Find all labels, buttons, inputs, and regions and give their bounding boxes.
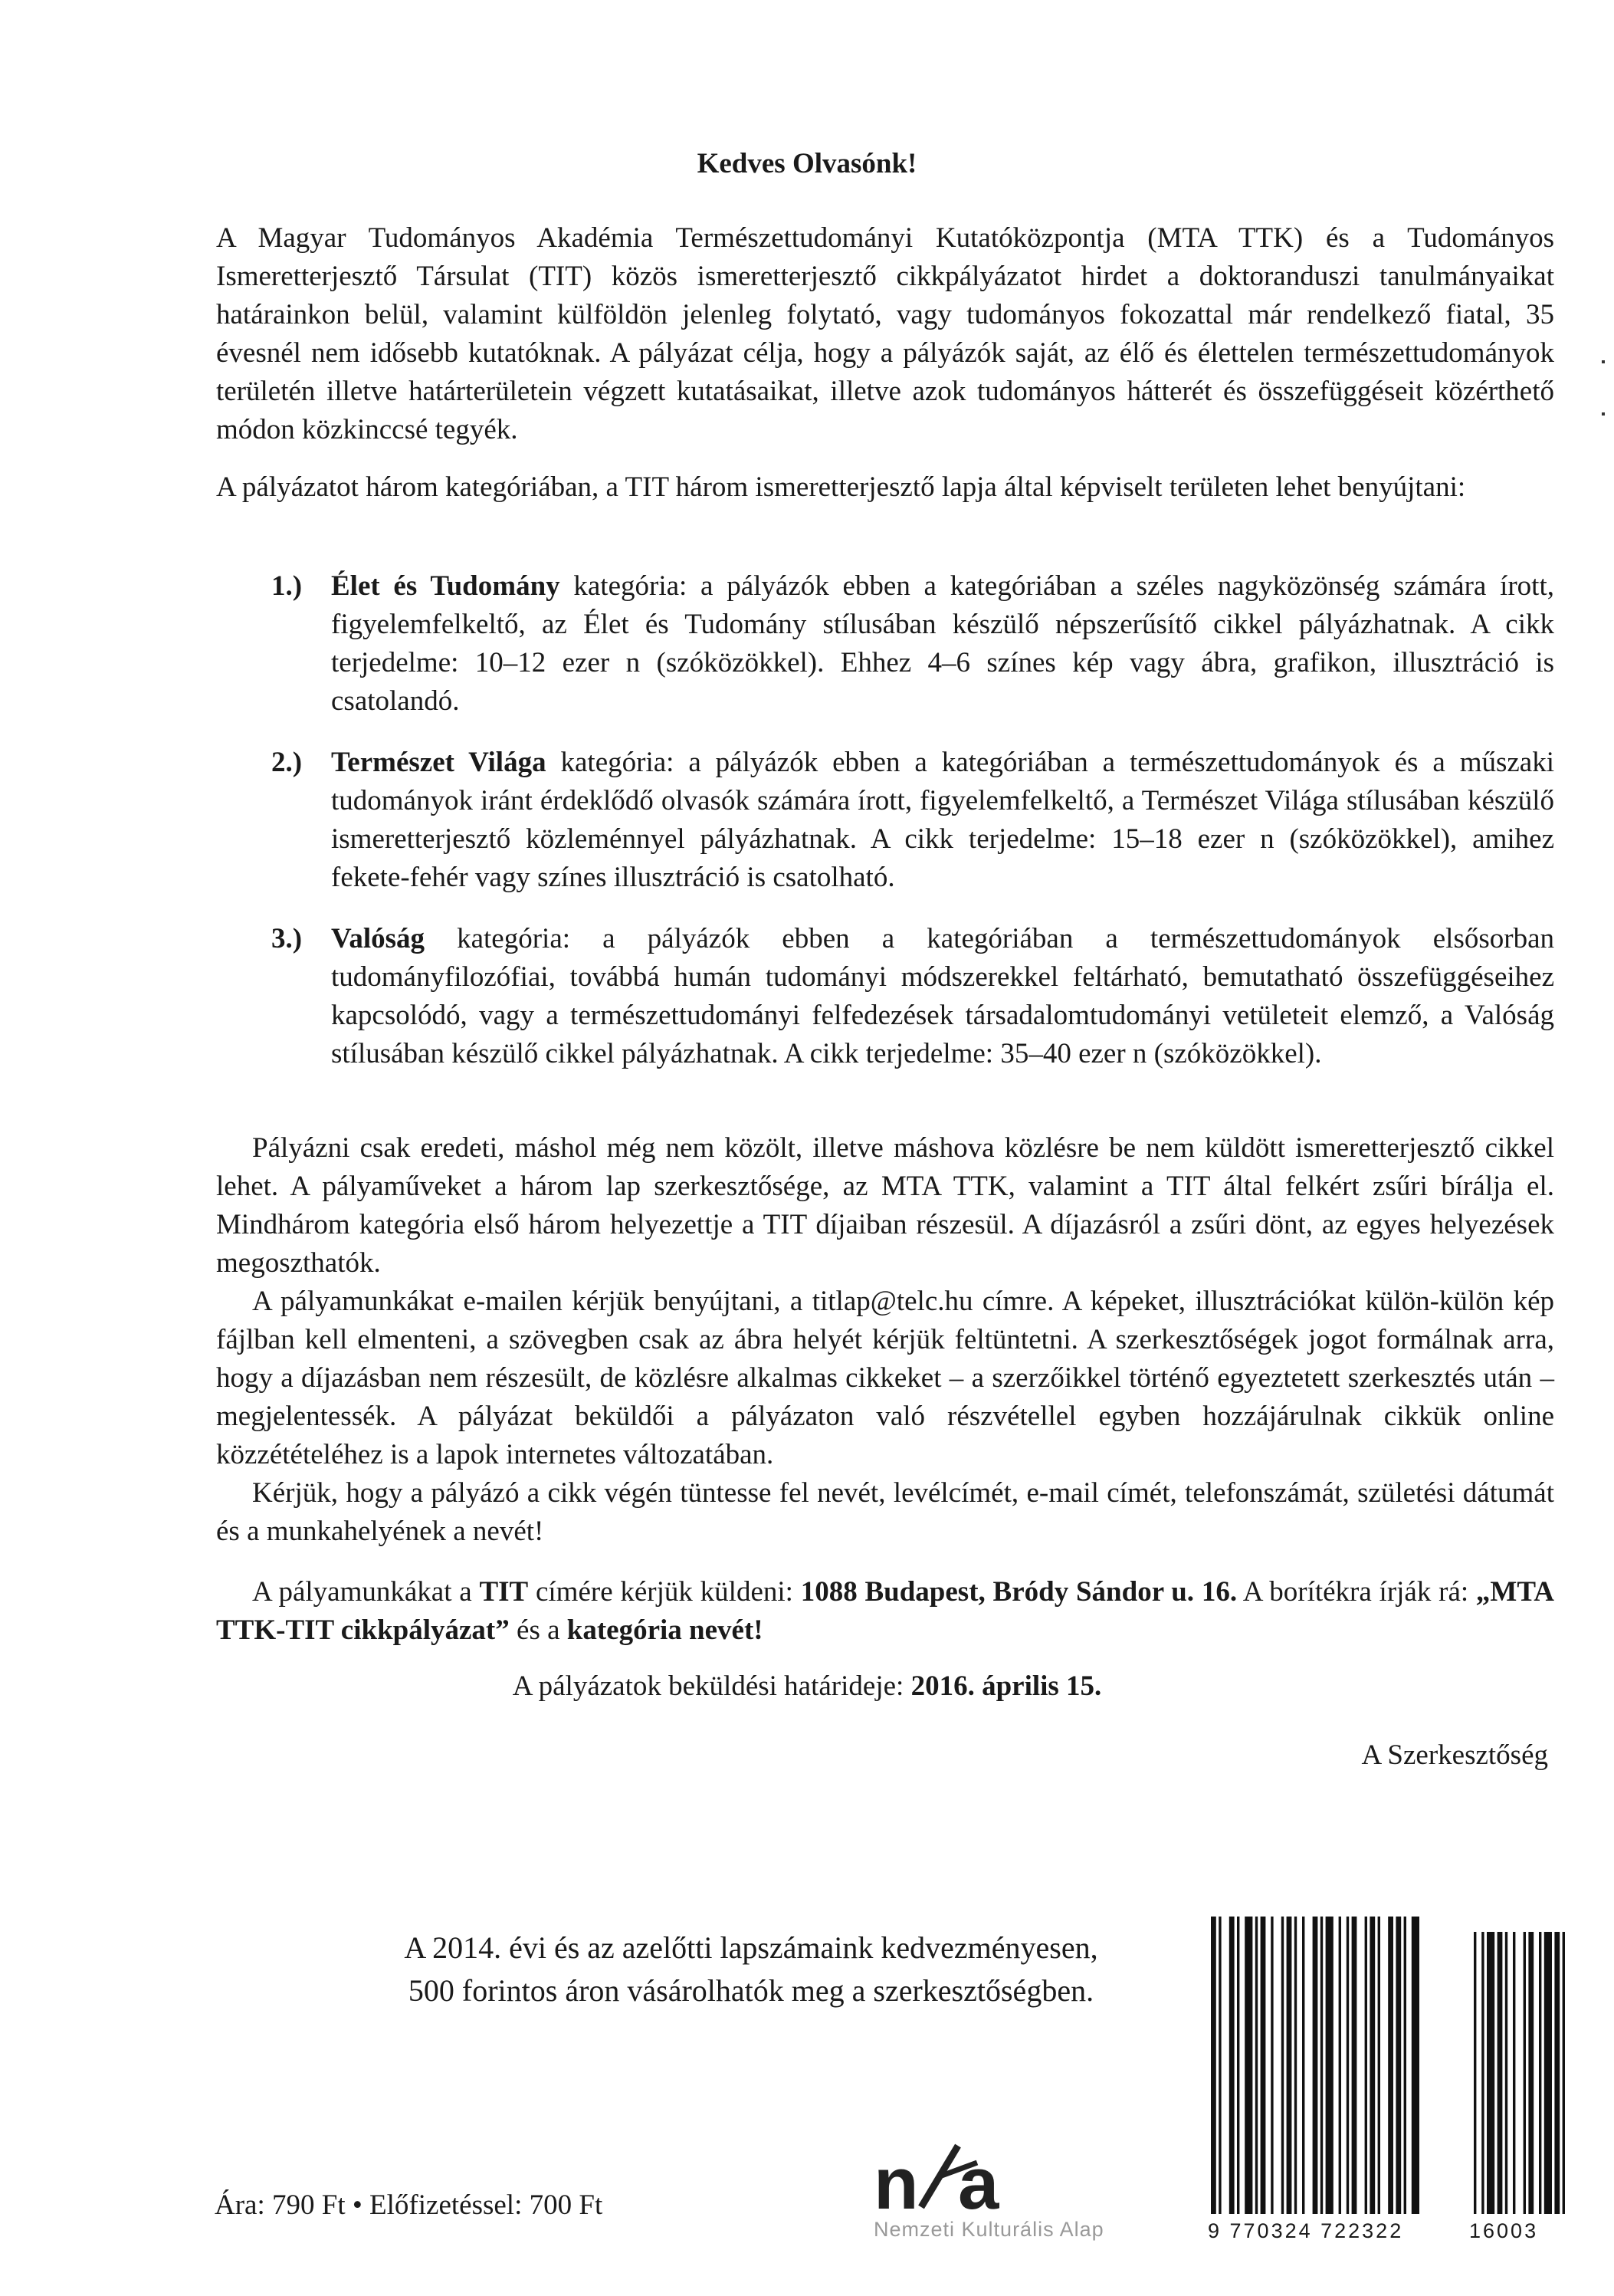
item-text: kategória: a pályázók ebben a kategóriában a széles nagyközönség számára írott, figyelemfelkeltő, az Élet és Tudomány stílusában készülő népszerűsítő cikkel pályázhatnak. A cikk terjedelme: 10–12 ezer n (szóközökkel). Ehhez 4–6 színes kép vagy ábra, grafikon, illusztráció is csatolandó. (331, 570, 1554, 717)
category-item (271, 567, 1554, 721)
barcode-addon-bar (1554, 1932, 1560, 2214)
address-paragraph: A pályamunkákat a TIT címére kérjük küldeni: 1088 Budapest, Bródy Sándor u. 16. A borítékra írják rá: „MTA TTK-TIT cikkpályázat” és a kategória nevét! (216, 1576, 1554, 1646)
barcode-bar (1261, 1917, 1266, 2214)
deadline-line: A pályázatok beküldési határideje: 2016. április 15. (512, 1670, 1102, 1702)
nka-logo-icon (866, 2140, 1142, 2216)
barcode-bar (1404, 1917, 1406, 2214)
intro-paragraph: A Magyar Tudományos Akadémia Természettudományi Kutatóközpontja (MTA TTK) és a Tudományos Ismeretterjesztő Társulat (TIT) közös ismeretterjesztő cikkpályázatot hirdet a doktoranduszi tanulmányaikat határainkon belül, valamint külföldön jelenleg folytató, vagy tudományos fokozattal már rendelkező fiatal, 35 évesnél nem idősebb kutatóknak. A pályázat célja, hogy a pályázók saját, az élő és élettelen természettudományok területén illetve határterületein végzett kutatásaikat, illetve azok tudományos hátterét és összefüggéseit közérthető módon közkinccsé tegyék. (216, 222, 1554, 445)
back-issues-notice: A 2014. évi és az azelőtti lapszámaink kedvezményesen, 500 forintos áron vásárolhatók meg a szerkesztőségben. (404, 1930, 1098, 2008)
edge-mark (1602, 360, 1605, 363)
barcode-bar (1294, 1917, 1297, 2214)
barcode-bar (1255, 1917, 1258, 2214)
barcode-bar (1302, 1917, 1304, 2214)
item-name: Valóság (331, 923, 425, 954)
rules-paragraph: Pályázni csak eredeti, máshol még nem közölt, illetve máshova közlésre be nem küldött ismeretterjesztő cikkel lehet. A pályaműveket a három lap szerkesztősége, az MTA TTK, valamint a TIT által felkért zsűri bírálja el. Mindhárom kategória első három helyezettje a TIT díjaiban részesül. A díjazásról a zsűri dönt, az egyes helyezések megoszthatók. (216, 1132, 1554, 1279)
barcode-addon-bar (1513, 1932, 1515, 2214)
barcode-bar (1378, 1917, 1380, 2214)
signature: A Szerkesztőség (1361, 1739, 1548, 1771)
barcode-bar (1320, 1917, 1323, 2214)
barcode-addon-bar (1528, 1932, 1534, 2214)
barcode-bar (1281, 1917, 1284, 2214)
barcode-addon-bar (1481, 1932, 1484, 2214)
page-title: Kedves Olvasónk! (697, 148, 917, 179)
barcode-bar (1237, 1917, 1239, 2214)
submission-paragraph: A pályamunkákat e-mailen kérjük benyújtani, a titlap@telc.hu címre. A képeket, illusztrációkat külön-külön kép fájlban kell elmenteni, a szövegben csak az ábra helyét kérjük feltüntetni. A szerkesztőségek jogot formálnak arra, hogy a díjazásban nem részesült, de közlésre alkalmas cikkeket – a szerzőikkel történő egyeztetett szerkesztés után – megjelentessék. A pályázat beküldői a pályázaton való részvétellel egyben hozzájárulnak cikkük online közzétételéhez is a lapok internetes változatában. (216, 1286, 1554, 1470)
barcode-icon (1209, 1917, 1566, 2223)
barcode-bar (1211, 1917, 1216, 2214)
item-text: kategória: a pályázók ebben a kategóriában a természettudományok és a műszaki tudományok iránt érdeklődő olvasók számára írott, figyelemfelkeltő, a Természet Világa stílusában készülő ismeretterjesztő közleménnyel pályázhatnak. A cikk terjedelme: 15–18 ezer n (szóközökkel), amihez fekete-fehér vagy színes illusztráció is csatolható. (331, 747, 1554, 893)
categories-intro: A pályázatot három kategóriában, a TIT három ismeretterjesztő lapja által képviselt területen lehet benyújtani: (216, 471, 1466, 503)
barcode-bar (1271, 1917, 1273, 2214)
barcode-addon-bar (1487, 1932, 1494, 2214)
item-number: 2.) (271, 747, 303, 778)
barcode-bar (1370, 1917, 1375, 2214)
barcode-bar (1339, 1917, 1341, 2214)
barcode-bar (1388, 1917, 1393, 2214)
edge-mark (1602, 412, 1605, 416)
barcode-addon-bar (1505, 1932, 1507, 2214)
barcode-addon-bar (1498, 1932, 1503, 2214)
price-line: Ára: 790 Ft • Előfizetéssel: 700 Ft (215, 2189, 603, 2221)
barcode-bar (1219, 1917, 1221, 2214)
barcode-bar (1326, 1917, 1334, 2214)
barcode-addon-bar (1563, 1932, 1565, 2214)
barcode-bar (1365, 1917, 1367, 2214)
postal-address: 1088 Budapest, Bródy Sándor u. 16. (800, 1576, 1238, 1608)
barcode-addon-number: 16003 (1469, 2219, 1539, 2242)
barcode-addon-bar (1474, 1932, 1476, 2214)
barcode-bar (1313, 1917, 1318, 2214)
svg-text:a: a (958, 2143, 999, 2216)
barcode-bar (1229, 1917, 1235, 2214)
barcode-bar (1396, 1917, 1401, 2214)
item-number: 3.) (271, 923, 303, 954)
category-item (271, 920, 1554, 1073)
deadline-date: 2016. április 15. (910, 1670, 1102, 1702)
item-name: Természet Világa (331, 747, 546, 778)
contact-paragraph: Kérjük, hogy a pályázó a cikk végén tüntesse fel nevét, levélcímét, e-mail címét, telefonszámát, születési dátumát és a munkahelyének a nevét! (216, 1477, 1554, 1547)
barcode-bar (1352, 1917, 1357, 2214)
category-item (271, 744, 1554, 897)
barcode-bar (1412, 1917, 1419, 2214)
barcode-bar (1347, 1917, 1349, 2214)
barcode-bar (1287, 1917, 1292, 2214)
nka-logo-letters: n (874, 2143, 919, 2216)
barcode-bar (1245, 1917, 1252, 2214)
barcode-number: 9 770324 722322 (1208, 2219, 1404, 2242)
nka-caption: Nemzeti Kulturális Alap (874, 2218, 1104, 2241)
item-name: Élet és Tudomány (331, 570, 560, 602)
item-number: 1.) (271, 570, 303, 602)
barcode-addon-bar (1524, 1932, 1526, 2214)
item-text: kategória: a pályázók ebben a kategóriában a természettudományok elsősorban tudományfilozófiai, továbbá humán tudományi módszerekkel feltárható, bemutatható összefüggéseihez kapcsolódó, vagy a természettudományi felfedezések társadalomtudományi vetületeit elemző, a Valóság stílusában készülő cikkel pályázhatnak. A cikk terjedelme: 35–40 ezer n (szóközökkel). (331, 923, 1554, 1069)
barcode-addon-bar (1544, 1932, 1552, 2214)
barcode-addon-bar (1539, 1932, 1541, 2214)
